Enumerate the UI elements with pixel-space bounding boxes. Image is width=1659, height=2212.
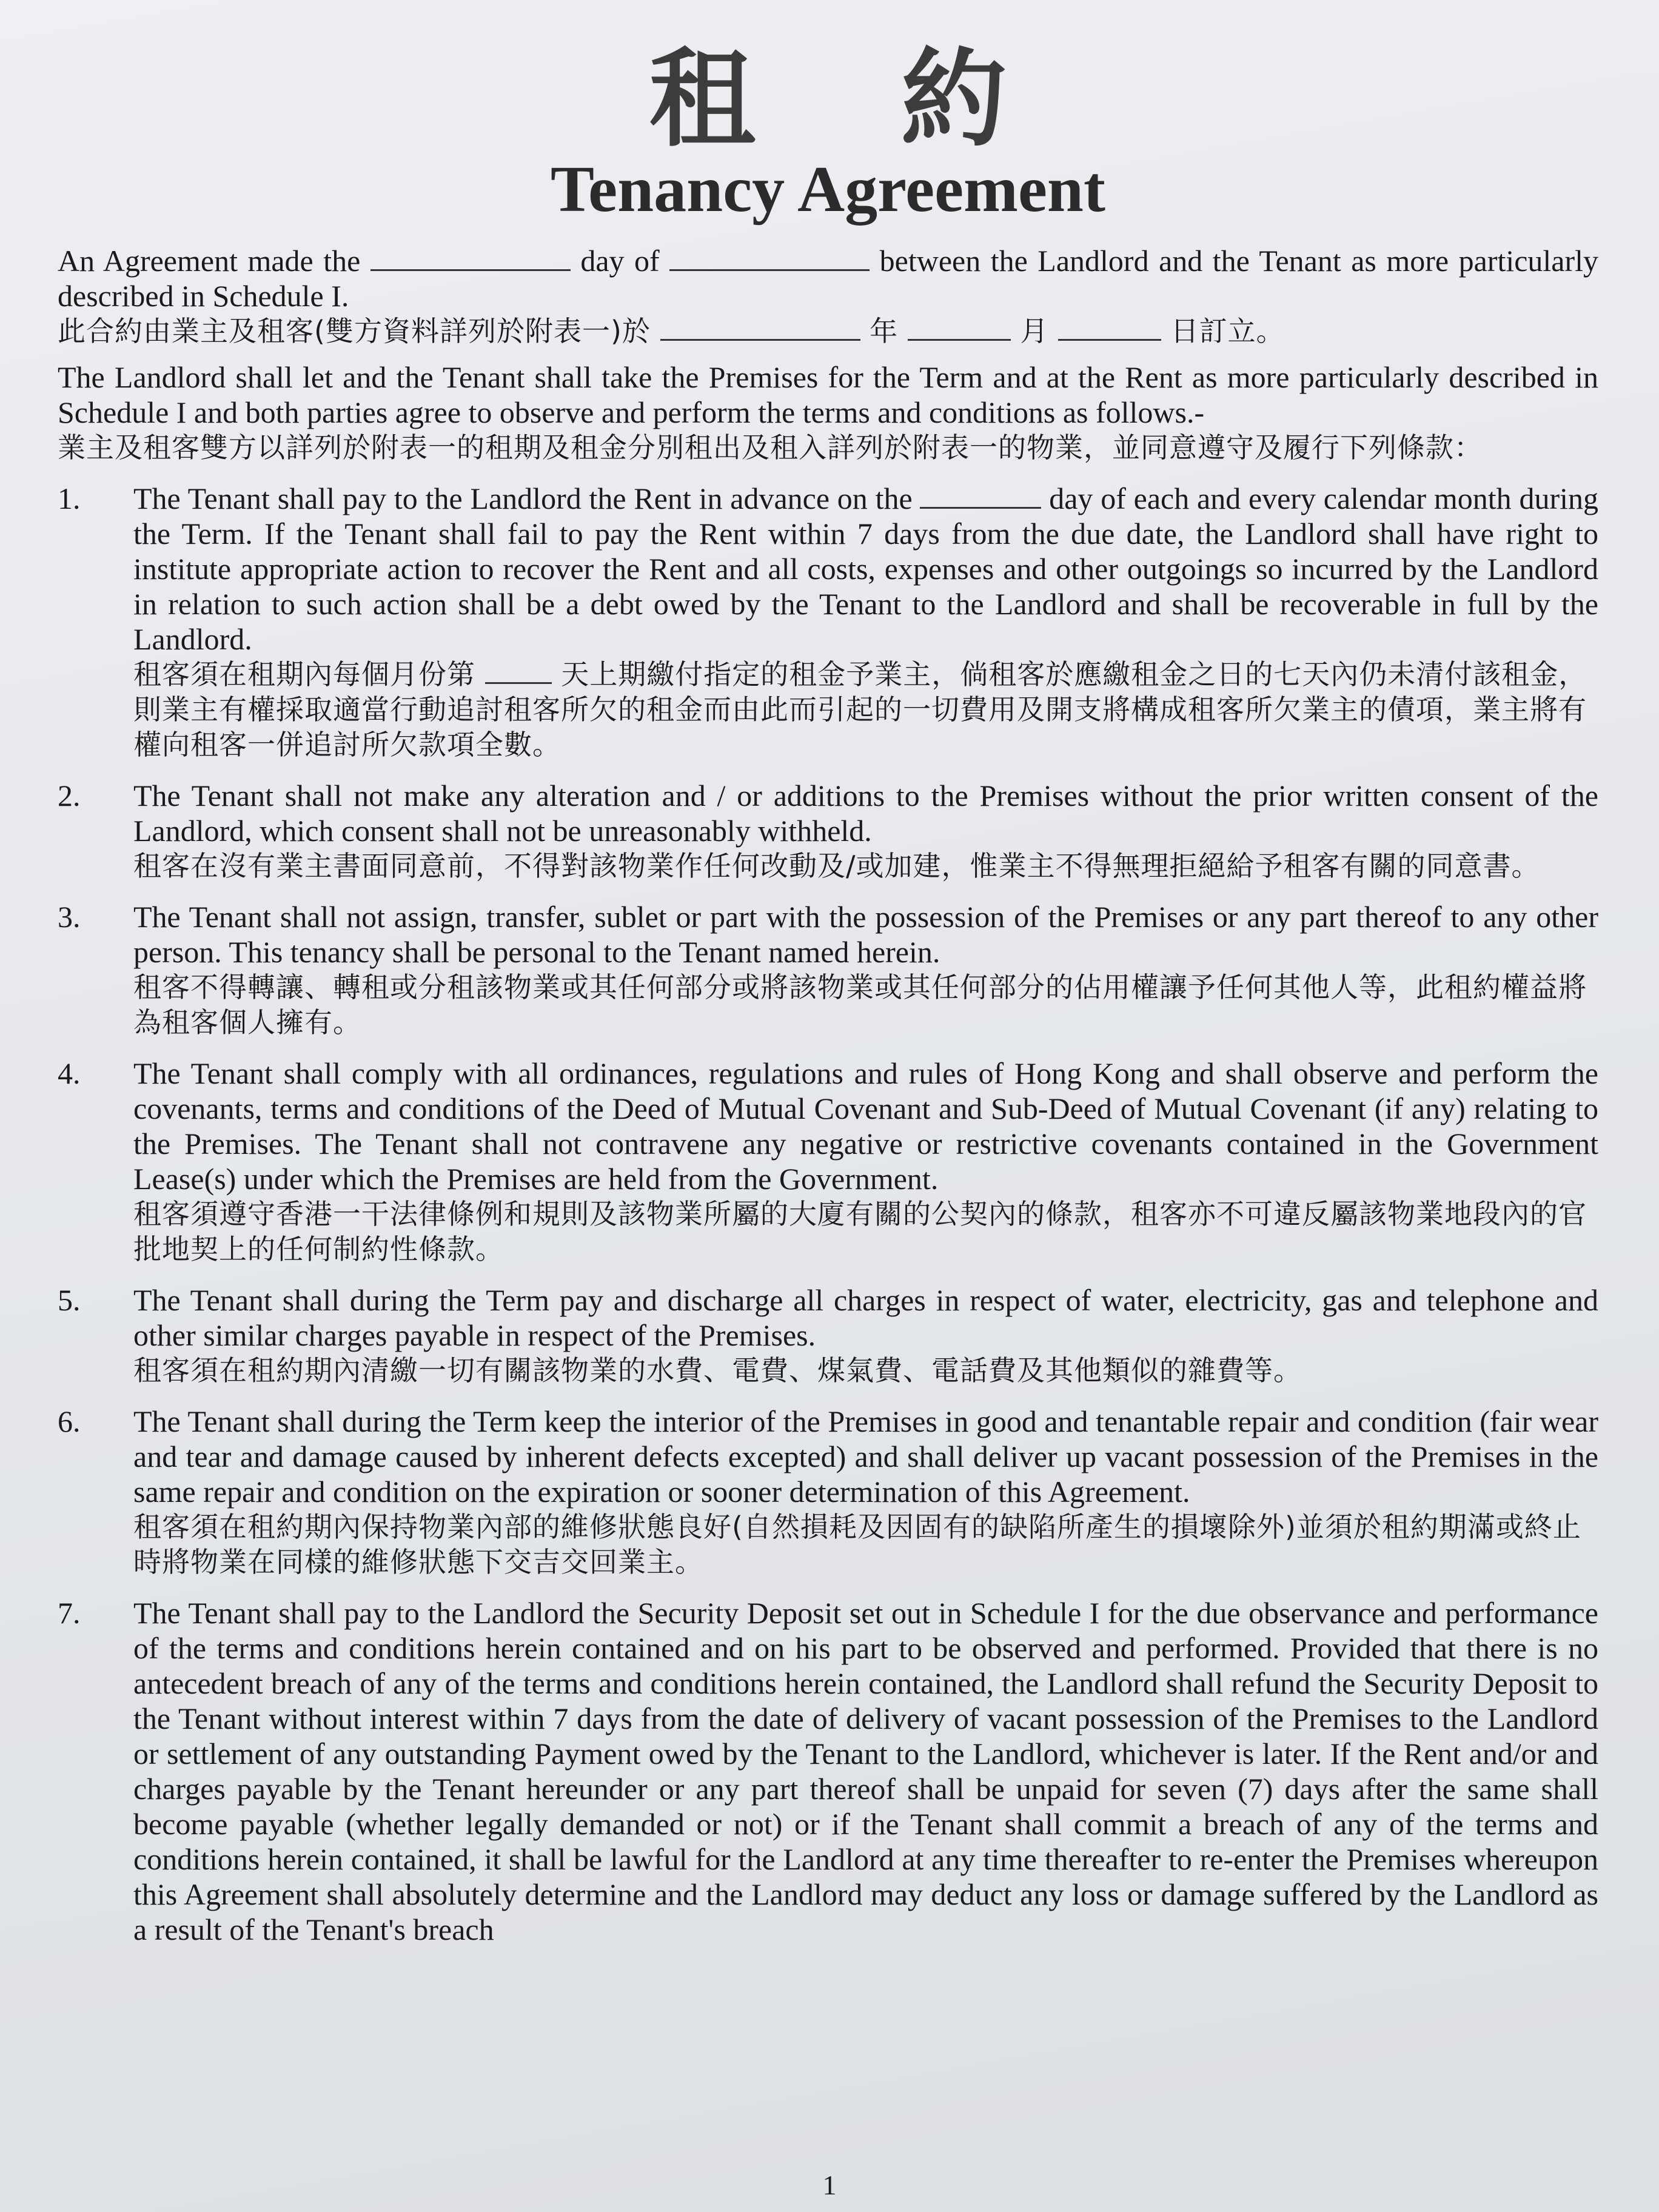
clause-4 [58,1056,1598,1267]
document-title-chinese: 租約 [649,38,1153,161]
intro-text-zh: 此合約由業主及租客(雙方資料詳列於附表一)於 [58,315,651,347]
agreement-intro [58,243,1598,465]
clause-text-zh: 租客須在租約期內清繳一切有關該物業的水費、電費、煤氣費、電話費及其他類似的雜費等。 [133,1354,1302,1387]
clause-body [133,1404,1598,1580]
rent-day-blank-zh[interactable] [485,658,552,684]
clause-3 [58,899,1598,1040]
clause-text-zh: 租客在沒有業主書面同意前，不得對該物業作任何改動及/或加建，惟業主不得無理拒絕給予租客有關的同意書。 [133,850,1540,882]
clause-text-en: The Tenant shall not make any alteration and / or additions to the Premises without the prior written consent of the Landlord, which consent shall not be unreasonably withheld. [133,779,1598,848]
clause-text-en [133,481,1598,657]
clause-body [133,899,1598,1040]
clause-5 [58,1282,1598,1388]
clause-number: 7. [58,1596,81,1630]
year-blank[interactable] [660,315,860,341]
clause-text: 租客須在租期內每個月份第 [133,658,475,691]
page-number: 1 [822,2170,837,2200]
clause-2 [58,778,1598,883]
clause-body [133,1595,1598,1947]
clause-text-zh: 租客不得轉讓、轉租或分租該物業或其任何部分或將該物業或其任何部分的佔用權讓予任何其他人等，此租約權益將為租客個人擁有。 [133,971,1587,1039]
clause-text-en: The Tenant shall during the Term pay and discharge all charges in respect of water, electricity, gas and telephone and other similar charges payable in respect of the Premises. [133,1283,1598,1352]
clause-text-zh [133,657,1598,762]
day-blank-zh[interactable] [1058,315,1161,341]
clause-text: day of each and every calendar month during the Term. If the Tenant shall fail to pay the Rent within 7 days from the due date, the Landlord shall have right to institute appropriate action to recover the Rent and all costs, expenses and other outgoings so incurred by the Landlord in relation to such action shall be a debt owed by the Tenant to the Landlord and shall be recoverable in full by the Landlord. [133,481,1598,656]
intro-text: An Agreement made the [58,244,361,278]
clause-number: 6. [58,1404,81,1438]
clause-body [133,1282,1598,1388]
intro-terms-zh: 業主及租客雙方以詳列於附表一的租期及租金分別租出及租入詳列於附表一的物業，並同意遵守及履行下列條款： [58,431,1483,464]
clause-body [133,778,1598,883]
intro-text: between the Landlord and the Tenant as more particularly described in Schedule I. [58,244,1599,313]
intro-terms-en: The Landlord shall let and the Tenant shall take the Premises for the Term and at the Rent as more particularly described in Schedule I and both parties agree to observe and perform the terms and conditions as follows.- [58,360,1598,429]
clause-number: 5. [58,1283,81,1317]
clause-text-zh: 租客須遵守香港一干法律條例和規則及該物業所屬的大廈有關的公契內的條款，租客亦不可違反屬該物業地段內的官批地契上的任何制約性條款。 [133,1198,1587,1265]
clause-body [133,481,1598,762]
day-blank[interactable] [370,245,571,271]
year-label: 年 [870,315,899,347]
clause-text-en: The Tenant shall during the Term keep the interior of the Premises in good and tenantable repair and condition (fair wear and tear and damage caused by inherent defects excepted) and shall deliver up vacant possession of the Premises in the same repair and condition on the expiration or sooner determination of this Agreement. [133,1404,1598,1509]
clause-body [133,1056,1598,1267]
clause-number: 4. [58,1056,81,1090]
clause-6 [58,1404,1598,1580]
clause-text-en: The Tenant shall not assign, transfer, sublet or part with the possession of the Premises or any part thereof to any other person. This tenancy shall be personal to the Tenant named herein. [133,900,1598,969]
month-blank-zh[interactable] [908,315,1011,341]
clause-number: 2. [58,779,81,813]
month-label: 月 [1020,315,1049,347]
clause-number: 1. [58,481,81,515]
month-blank[interactable] [669,245,870,271]
clause-text-en: The Tenant shall comply with all ordinances, regulations and rules of Hong Kong and shall observe and perform the covenants, terms and conditions of the Deed of Mutual Covenant and Sub-Deed of Mutual Covenant (if any) relating to the Premises. The Tenant shall not contravene any negative or restrictive covenants contained in the Government Lease(s) under which the Premises are held from the Government. [133,1056,1598,1196]
intro-date-line-zh [58,313,1598,349]
clause-1 [58,481,1598,762]
document-title-english: Tenancy Agreement [551,153,1105,226]
clause-text-en: The Tenant shall pay to the Landlord the Security Deposit set out in Schedule I for the due observance and performance of the terms and conditions herein contained and on his part to be observed and performed. Provided that there is no antecedent breach of any of the terms and conditions herein contained, the Landlord shall refund the Security Deposit to the Tenant without interest within 7 days from the date of delivery of vacant possession of the Premises to the Landlord or settlement of any outstanding Payment owed by the Tenant to the Landlord, whichever is later. If the Rent and/or and charges payable by the Tenant hereunder or any part thereof shall be unpaid for seven (7) days after the same shall become payable (whether legally demanded or not) or if the Tenant shall commit a breach of any of the terms and conditions herein contained, it shall be lawful for the Landlord at any time thereafter to re-enter the Premises whereupon this Agreement shall absolutely determine and the Landlord may deduct any loss or damage suffered by the Landlord as a result of the Tenant's breach [133,1596,1598,1946]
day-label: 日訂立。 [1170,315,1285,347]
clause-text: The Tenant shall pay to the Landlord the Rent in advance on the [133,481,913,515]
intro-text: day of [580,244,660,278]
intro-date-line-en [58,243,1598,313]
clause-text: 天上期繳付指定的租金予業主，倘租客於應繳租金之日的七天內仍未清付該租金，則業主有權採取適當行動追討租客所欠的租金而由此而引起的一切費用及開支將構成租客所欠業主的債項，業主將有權向租客一併追討所欠款項全數。 [133,658,1587,761]
clause-7 [58,1595,1598,1947]
clause-number: 3. [58,900,81,934]
clause-text-zh: 租客須在租約期內保持物業內部的維修狀態良好(自然損耗及因固有的缺陷所產生的損壞除外)並須於租約期滿或終止時將物業在同樣的維修狀態下交吉交回業主。 [133,1510,1581,1578]
rent-day-blank[interactable] [920,483,1041,509]
